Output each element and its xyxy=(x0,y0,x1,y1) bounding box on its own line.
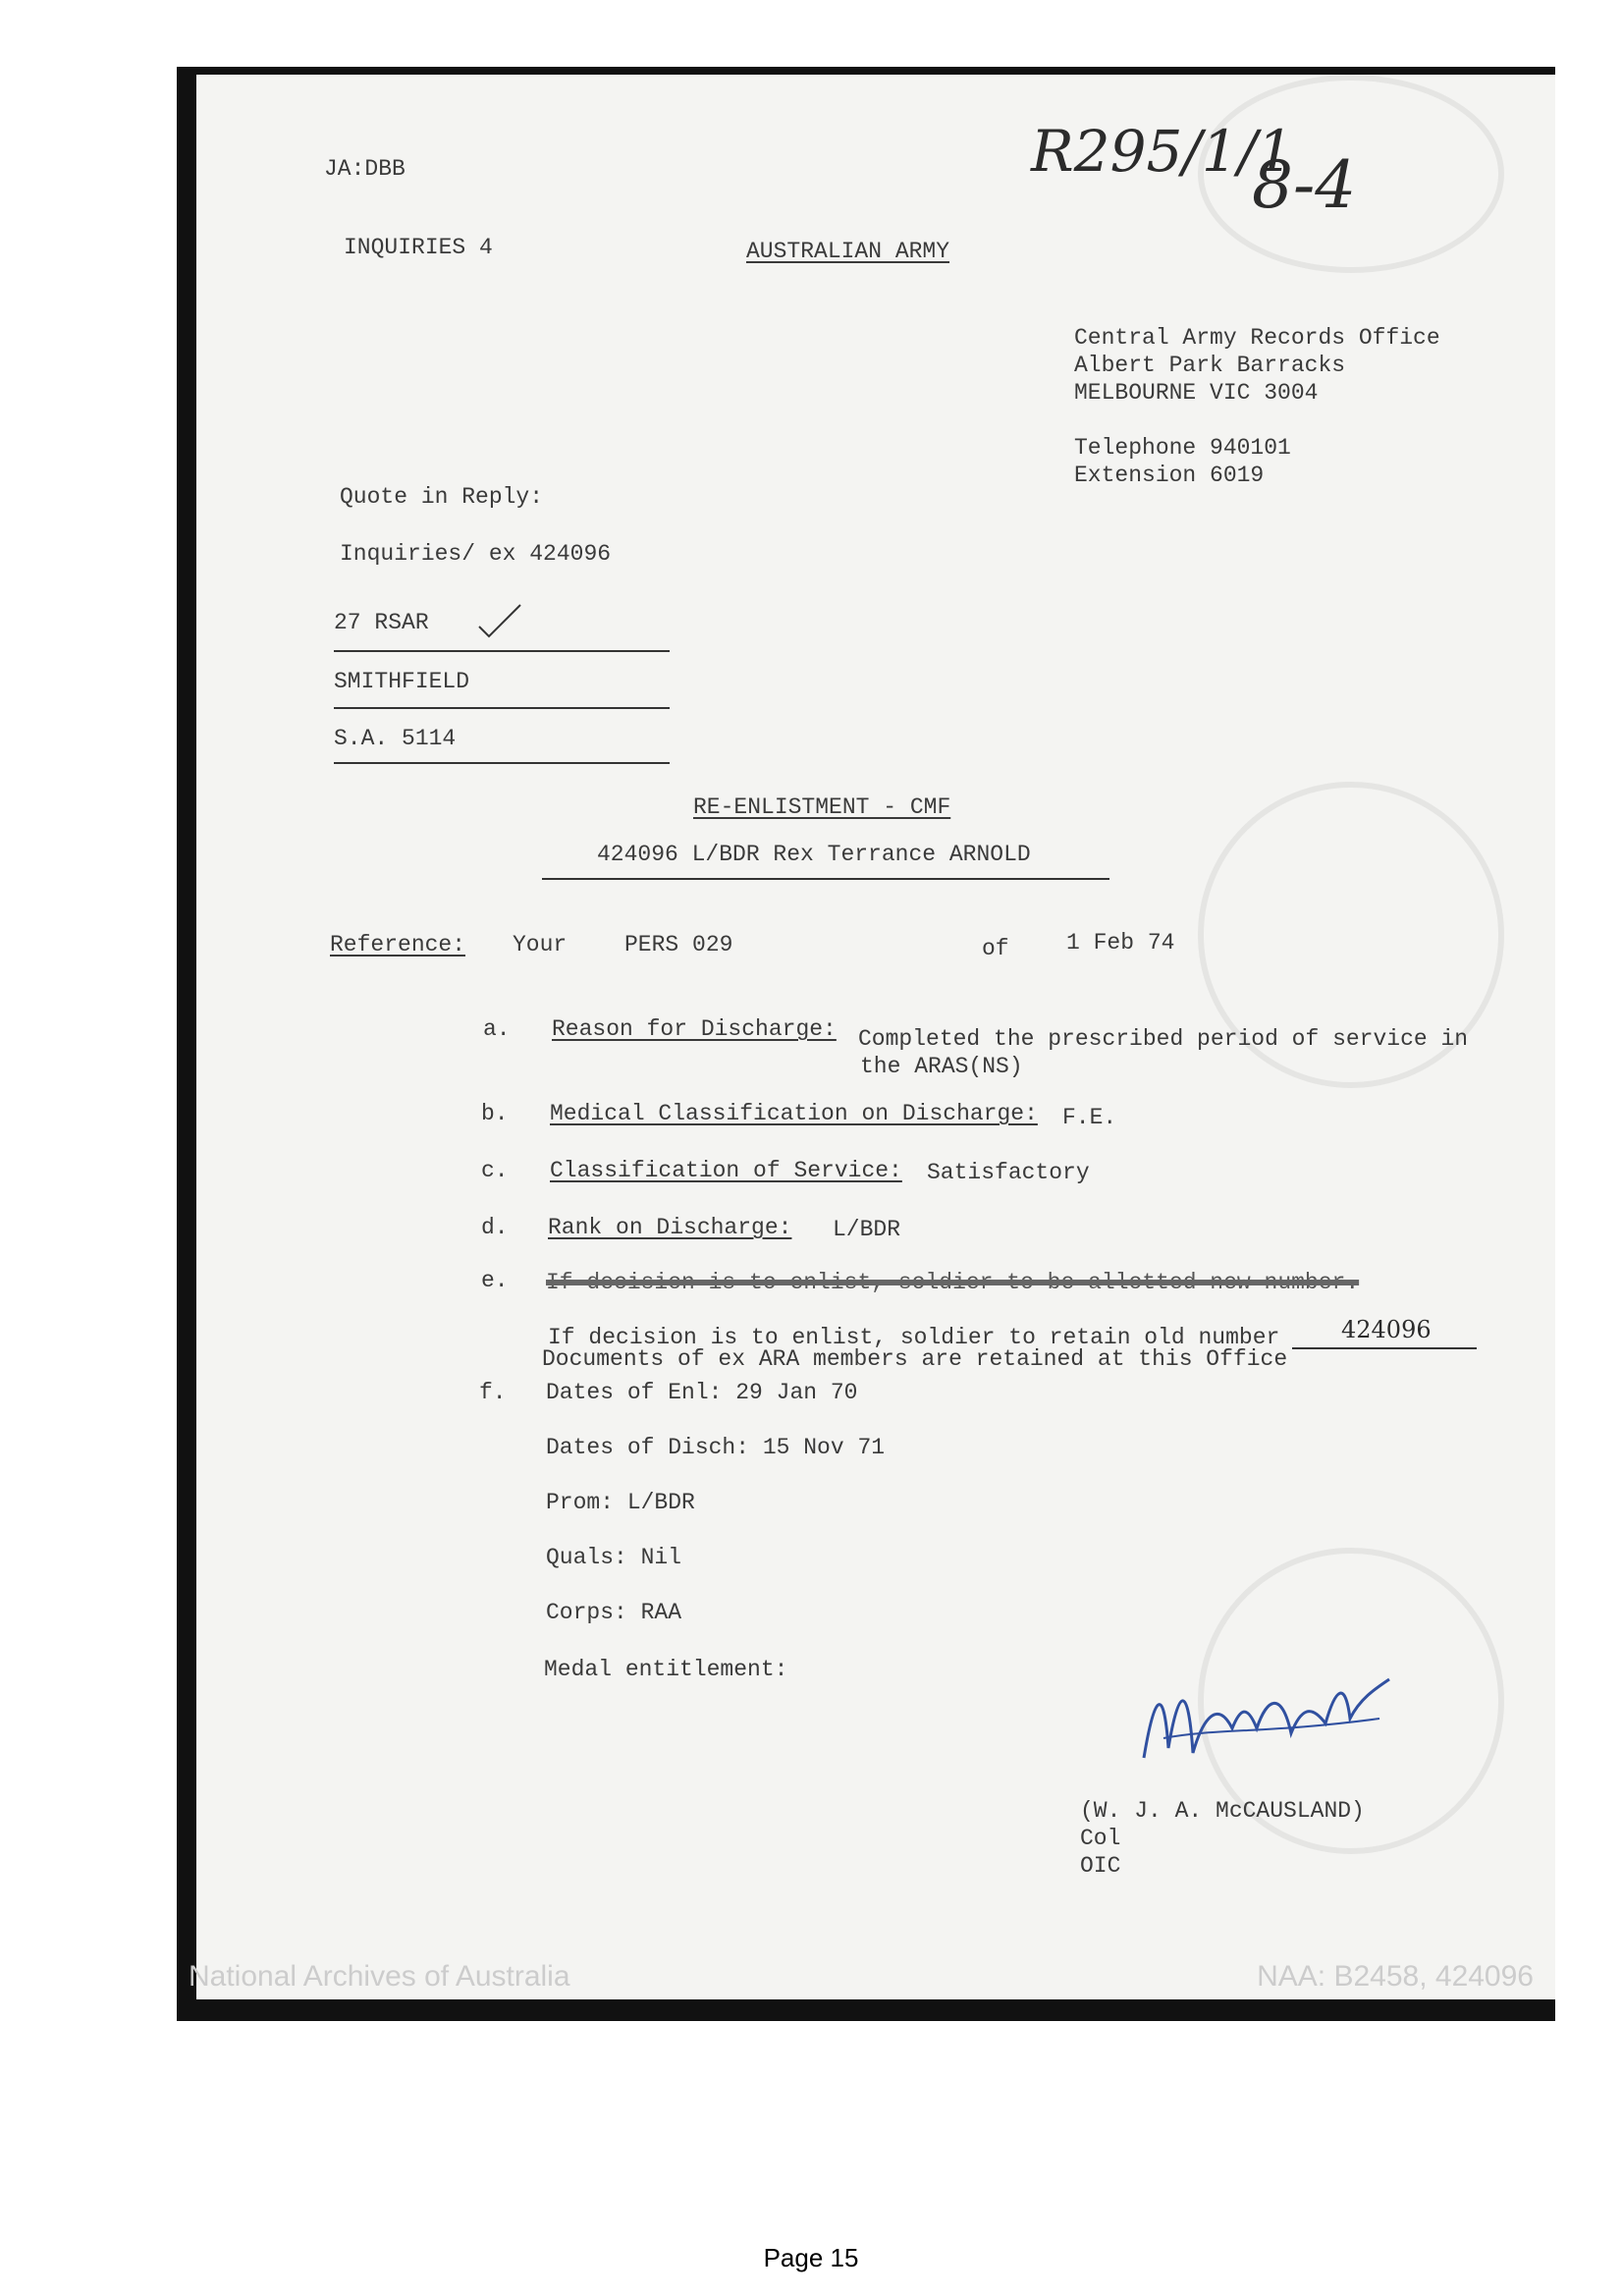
signatory-rank: Col xyxy=(1080,1826,1121,1851)
reference-your: Your xyxy=(513,932,568,957)
reference-doc: PERS 029 xyxy=(624,932,733,957)
address-line-3: MELBOURNE VIC 3004 xyxy=(1074,380,1319,406)
subject-title: RE-ENLISTMENT - CMF xyxy=(693,794,951,820)
author-initials: JA:DBB xyxy=(324,156,406,182)
item-e-line-1: If decision is to enlist, soldier to retain old number xyxy=(548,1325,1280,1350)
item-f-corps: Corps: RAA xyxy=(546,1600,682,1625)
subject-rule xyxy=(542,878,1109,880)
signatory-role: OIC xyxy=(1080,1853,1121,1879)
item-c-label: Classification of Service: xyxy=(550,1158,902,1183)
item-b-label: Medical Classification on Discharge: xyxy=(550,1101,1038,1126)
item-a-value: Completed the prescribed period of service in xyxy=(858,1026,1469,1052)
item-d-label: Rank on Discharge: xyxy=(548,1215,792,1240)
item-e-line-2: Documents of ex ARA members are retained at this Office xyxy=(542,1346,1288,1372)
address-line-1: Central Army Records Office xyxy=(1074,325,1440,351)
check-mark-icon xyxy=(475,601,524,640)
item-a-letter: a. xyxy=(483,1016,511,1042)
item-c-value: Satisfactory xyxy=(927,1160,1090,1185)
recipient-rule xyxy=(334,650,670,652)
quote-label: Quote in Reply: xyxy=(340,484,544,510)
signatory-name: (W. J. A. McCAUSLAND) xyxy=(1080,1798,1365,1824)
recipient-line-3: S.A. 5114 xyxy=(334,726,457,751)
item-f-promotion: Prom: L/BDR xyxy=(546,1490,695,1515)
organisation-heading: AUSTRALIAN ARMY xyxy=(746,239,950,264)
item-f-enlist-date: Dates of Enl: 29 Jan 70 xyxy=(546,1380,858,1405)
signature-image xyxy=(1124,1660,1399,1787)
handwritten-number: 8-4 xyxy=(1252,147,1357,223)
recipient-line-2: SMITHFIELD xyxy=(334,669,470,694)
item-b-value: F.E. xyxy=(1062,1105,1117,1130)
item-d-value: L/BDR xyxy=(833,1217,901,1242)
archive-footer-left: National Archives of Australia xyxy=(189,1960,570,1993)
item-f-medal: Medal entitlement: xyxy=(544,1657,788,1682)
reference-label: Reference: xyxy=(330,932,466,957)
item-e-number: 424096 xyxy=(1341,1316,1432,1343)
item-b-letter: b. xyxy=(481,1101,509,1126)
recipient-rule xyxy=(334,707,670,709)
page-number: Page 15 xyxy=(763,2243,859,2272)
item-d-letter: d. xyxy=(481,1215,509,1240)
recipient-rule xyxy=(334,762,670,764)
item-e-number-rule xyxy=(1292,1347,1477,1349)
item-f-letter: f. xyxy=(479,1380,507,1405)
item-f-discharge-date: Dates of Disch: 15 Nov 71 xyxy=(546,1435,886,1460)
subject-member: 424096 L/BDR Rex Terrance ARNOLD xyxy=(597,842,1031,867)
address-line-2: Albert Park Barracks xyxy=(1074,353,1346,378)
reference-of: of xyxy=(982,936,1009,961)
item-e-letter: e. xyxy=(481,1268,509,1293)
archive-footer-right: NAA: B2458, 424096 xyxy=(1257,1960,1534,1993)
extension: Extension 6019 xyxy=(1074,463,1265,488)
telephone: Telephone 940101 xyxy=(1074,435,1291,461)
handwritten-file-ref: R295/1/1 xyxy=(1031,118,1294,185)
item-c-letter: c. xyxy=(481,1158,509,1183)
item-a-value-cont: the ARAS(NS) xyxy=(860,1054,1023,1079)
item-e-struck-text: If decision is to enlist, soldier to be allotted new number. xyxy=(546,1270,1360,1295)
file-reference: INQUIRIES 4 xyxy=(344,235,493,260)
item-f-qualifications: Quals: Nil xyxy=(546,1545,682,1570)
quote-value: Inquiries/ ex 424096 xyxy=(340,541,612,567)
recipient-line-1: 27 RSAR xyxy=(334,610,429,635)
item-a-label: Reason for Discharge: xyxy=(552,1016,837,1042)
reference-date: 1 Feb 74 xyxy=(1066,930,1175,956)
